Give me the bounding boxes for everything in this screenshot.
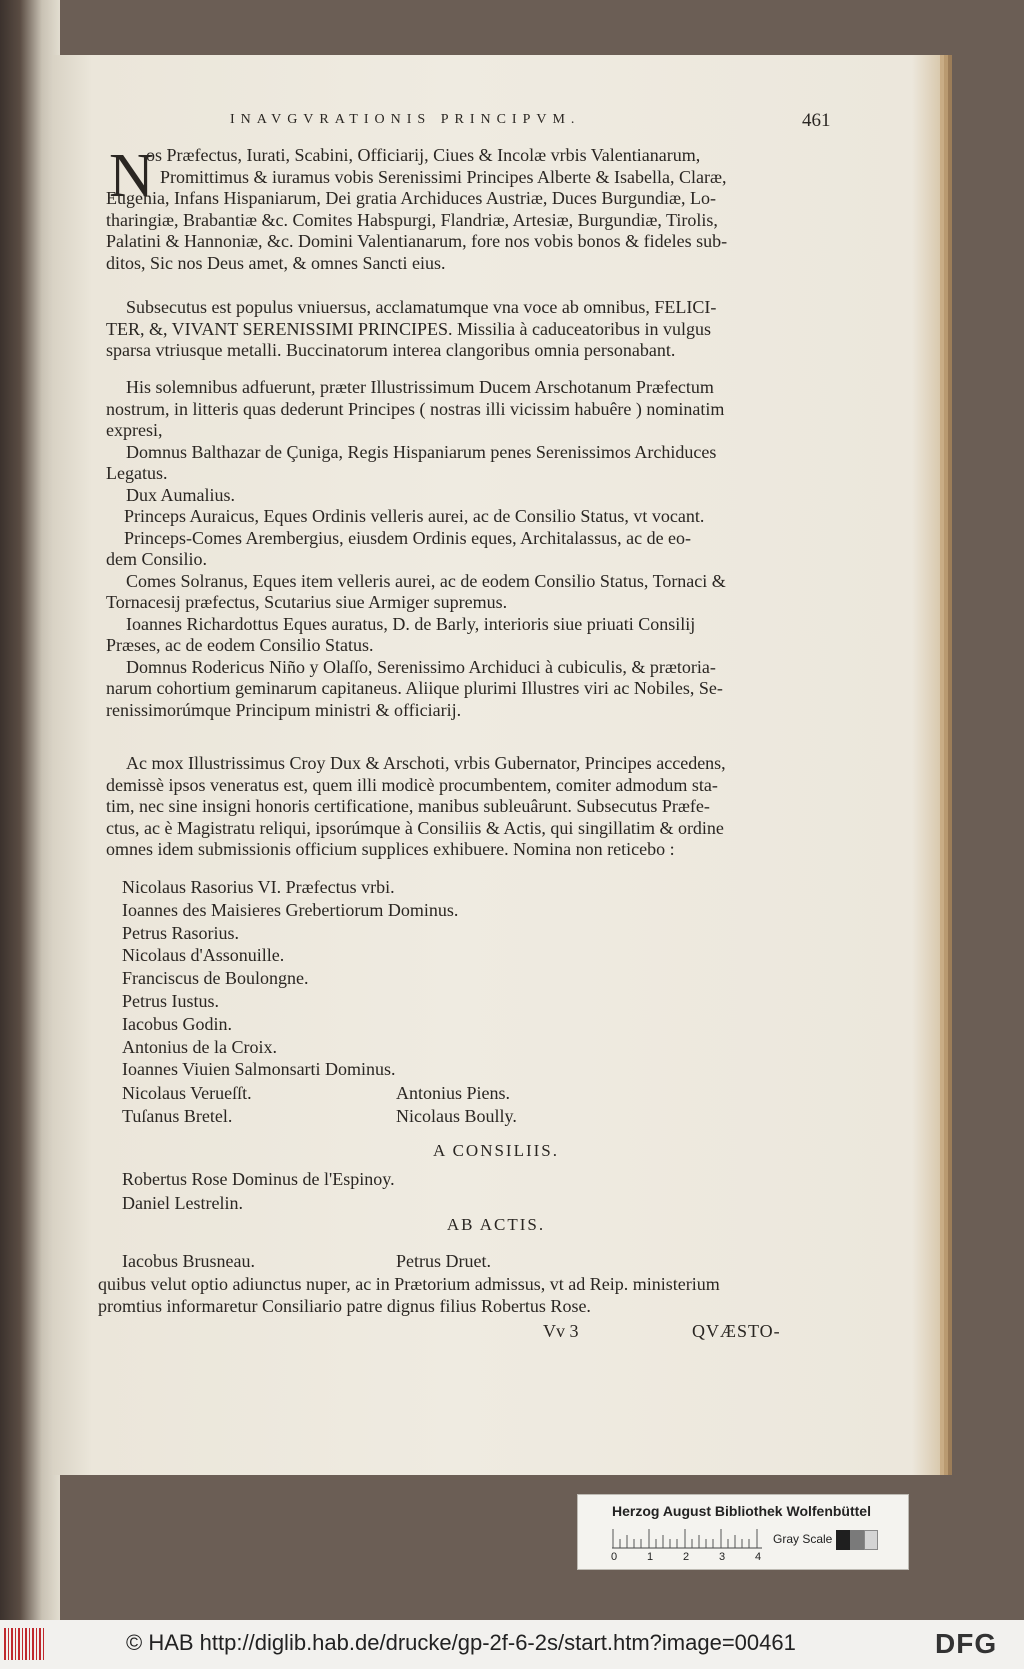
list-item: Robertus Rose Dominus de l'Espinoy.: [122, 1169, 395, 1189]
text-line: sparsa vtriusque metalli. Buccinatorum interea clangoribus omnia personabant.: [106, 340, 676, 360]
list-item: Iacobus Godin.: [122, 1013, 232, 1034]
list-item: Franciscus de Boulongne.: [122, 968, 309, 989]
list-item: Petrus Iustus.: [122, 990, 220, 1011]
list-item: Nicolaus Rasorius VI. Præfectus vrbi.: [122, 877, 395, 897]
scale-number: 2: [683, 1551, 690, 1563]
text-line: demissè ipsos veneratus est, quem illi modicè procumbentem, comiter admodum sta-: [106, 774, 718, 795]
text-line: tim, nec sine insigni honoris certificatione, manibus subleuârunt. Subsecutus Præfe-: [106, 796, 710, 816]
text-line: Domnus Rodericus Niño y Olaſſo, Serenissimo Archiduci à cubiculis, & prætoria-: [126, 656, 716, 677]
text-line: Comes Solranus, Eques item velleris aurei, ac de eodem Consilio Status, Tornaci &: [126, 570, 726, 591]
text-line: quibus velut optio adiunctus nuper, ac in Prætorium admissus, vt ad Reip. ministerium: [98, 1274, 720, 1294]
scale-number: 4: [755, 1551, 762, 1563]
list-item: Antonius de la Croix.: [122, 1036, 277, 1057]
gray-scale-label: Gray Scale: [773, 1532, 833, 1546]
book-left-edge: [0, 0, 60, 1620]
running-head: INAVGVRATIONIS PRINCIPVM.: [230, 112, 581, 127]
text-line: dem Consilio.: [106, 549, 208, 569]
text-line: Subsecutus est populus vniuersus, acclamatumque vna voce ab omnibus, FELICI-: [126, 297, 717, 317]
footer-url[interactable]: © HAB http://diglib.hab.de/drucke/gp-2f-6-2s/start.htm?image=00461: [126, 1630, 796, 1655]
list-item: Antonius Piens.: [396, 1083, 511, 1103]
oath-paragraph: [106, 142, 828, 274]
signature-mark: Vv 3: [543, 1321, 579, 1341]
text-line: narum cohortium geminarum capitaneus. Aliique plurimi Illustres viri ac Nobiles, Se-: [106, 678, 723, 698]
acclaim-paragraph: [106, 297, 828, 362]
section-heading-ab-actis: AB ACTIS.: [446, 1215, 546, 1234]
gray-swatch-dark: [836, 1530, 850, 1550]
text-line: His solemnibus adfuerunt, præter Illustrissimum Ducem Arschotanum Præfectum: [126, 377, 714, 397]
gray-swatch-mid: [850, 1530, 864, 1550]
scale-number: 3: [719, 1551, 726, 1563]
ruler-scale: [612, 1529, 762, 1549]
scale-number: 0: [611, 1551, 618, 1563]
text-line: omnes idem submissionis officium supplices exhibuere. Nomina non reticebo :: [106, 839, 675, 859]
text-line: Eugenia, Infans Hispaniarum, Dei gratia Archiduces Austriæ, Duces Burgundiæ, Lo-: [106, 188, 717, 208]
text-line: Præses, ac de eodem Consilio Status.: [106, 635, 374, 655]
text-line: Palatini & Hannoniæ, &c. Domini Valentianarum, fore nos vobis bonos & fideles sub-: [106, 231, 728, 251]
text-line: Princeps Auraicus, Eques Ordinis velleris aurei, ac de Consilio Status, vt vocant.: [124, 506, 705, 526]
text-line: Princeps-Comes Arembergius, eiusdem Ordinis eques, Architalassus, ac de eo-: [124, 527, 692, 548]
footer-bar: [0, 1620, 1024, 1669]
dfg-logo: DFG: [935, 1628, 998, 1659]
page-edge: [938, 60, 952, 1470]
list-item: Petrus Druet.: [396, 1251, 491, 1271]
croy-paragraph: [106, 753, 828, 861]
scale-number: 1: [647, 1551, 654, 1563]
names-list: [122, 876, 844, 1081]
list-item: Nicolaus Verueſſt.: [122, 1083, 252, 1103]
text-line: Domnus Balthazar de Çuniga, Regis Hispaniarum penes Serenissimos Archiduces: [126, 441, 717, 462]
text-line: ditos, Sic nos Deus amet, & omnes Sancti eius.: [106, 252, 446, 273]
library-scale-card: [577, 1494, 909, 1570]
text-line: ctus, ac è Magistratu reliqui, ipsorúmque à Consiliis & Actis, qui singillatim & ordine: [106, 817, 724, 838]
page-number: 461: [802, 110, 831, 131]
text-line: Legatus.: [106, 463, 168, 483]
attendees-paragraph: [106, 377, 828, 721]
list-item: Daniel Lestrelin.: [122, 1193, 243, 1213]
list-item: Iacobus Brusneau.: [122, 1251, 255, 1271]
library-name: Herzog August Bibliothek Wolfenbüttel: [612, 1503, 871, 1519]
text-line: promtius informaretur Consiliario patre dignus filius Robertus Rose.: [98, 1295, 591, 1316]
list-item: Nicolaus Boully.: [396, 1106, 517, 1126]
list-item: Petrus Rasorius.: [122, 922, 239, 943]
list-item: Ioannes des Maisieres Grebertiorum Dominus.: [122, 899, 459, 920]
text-line: Promittimus & iuramus vobis Serenissimi Principes Alberte & Isabella, Claræ,: [160, 166, 727, 187]
drop-cap: N: [109, 142, 154, 210]
text-line: os Præfectus, Iurati, Scabini, Officiarij, Ciues & Incolæ vrbis Valentianarum,: [146, 145, 701, 165]
list-item: Ioannes Viuien Salmonsarti Dominus.: [122, 1059, 396, 1080]
text-line: tharingiæ, Brabantiæ &c. Comites Habspurgi, Flandriæ, Artesiæ, Burgundiæ, Tirolis,: [106, 209, 718, 230]
text-line: Ac mox Illustrissimus Croy Dux & Arschoti, vrbis Gubernator, Principes accedens,: [126, 753, 726, 773]
list-item: Tuſanus Bretel.: [122, 1106, 233, 1126]
barcode-icon: [4, 1628, 46, 1660]
list-item: Nicolaus d'Assonuille.: [122, 945, 285, 966]
text-line: TER, &, VIVANT SERENISSIMI PRINCIPES. Missilia à caduceatoribus in vulgus: [106, 318, 712, 339]
text-line: nostrum, in litteris quas dederunt Principes ( nostras illi vicissim habuêre ) nominatim: [106, 398, 725, 419]
text-line: expresi,: [106, 420, 163, 440]
gray-swatch-light: [864, 1530, 878, 1550]
text-line: Dux Aumalius.: [126, 484, 236, 505]
closing-paragraph: [98, 1274, 820, 1317]
section-heading-a-consiliis: A CONSILIIS.: [432, 1141, 559, 1160]
text-line: Tornacesij præfectus, Scutarius siue Armiger supremus.: [106, 592, 508, 612]
catchword: QVÆSTO-: [692, 1321, 781, 1341]
text-line: Ioannes Richardottus Eques auratus, D. de Barly, interioris siue priuati Consilij: [126, 613, 696, 634]
text-line: renissimorúmque Principum ministri & officiarij.: [106, 699, 462, 720]
